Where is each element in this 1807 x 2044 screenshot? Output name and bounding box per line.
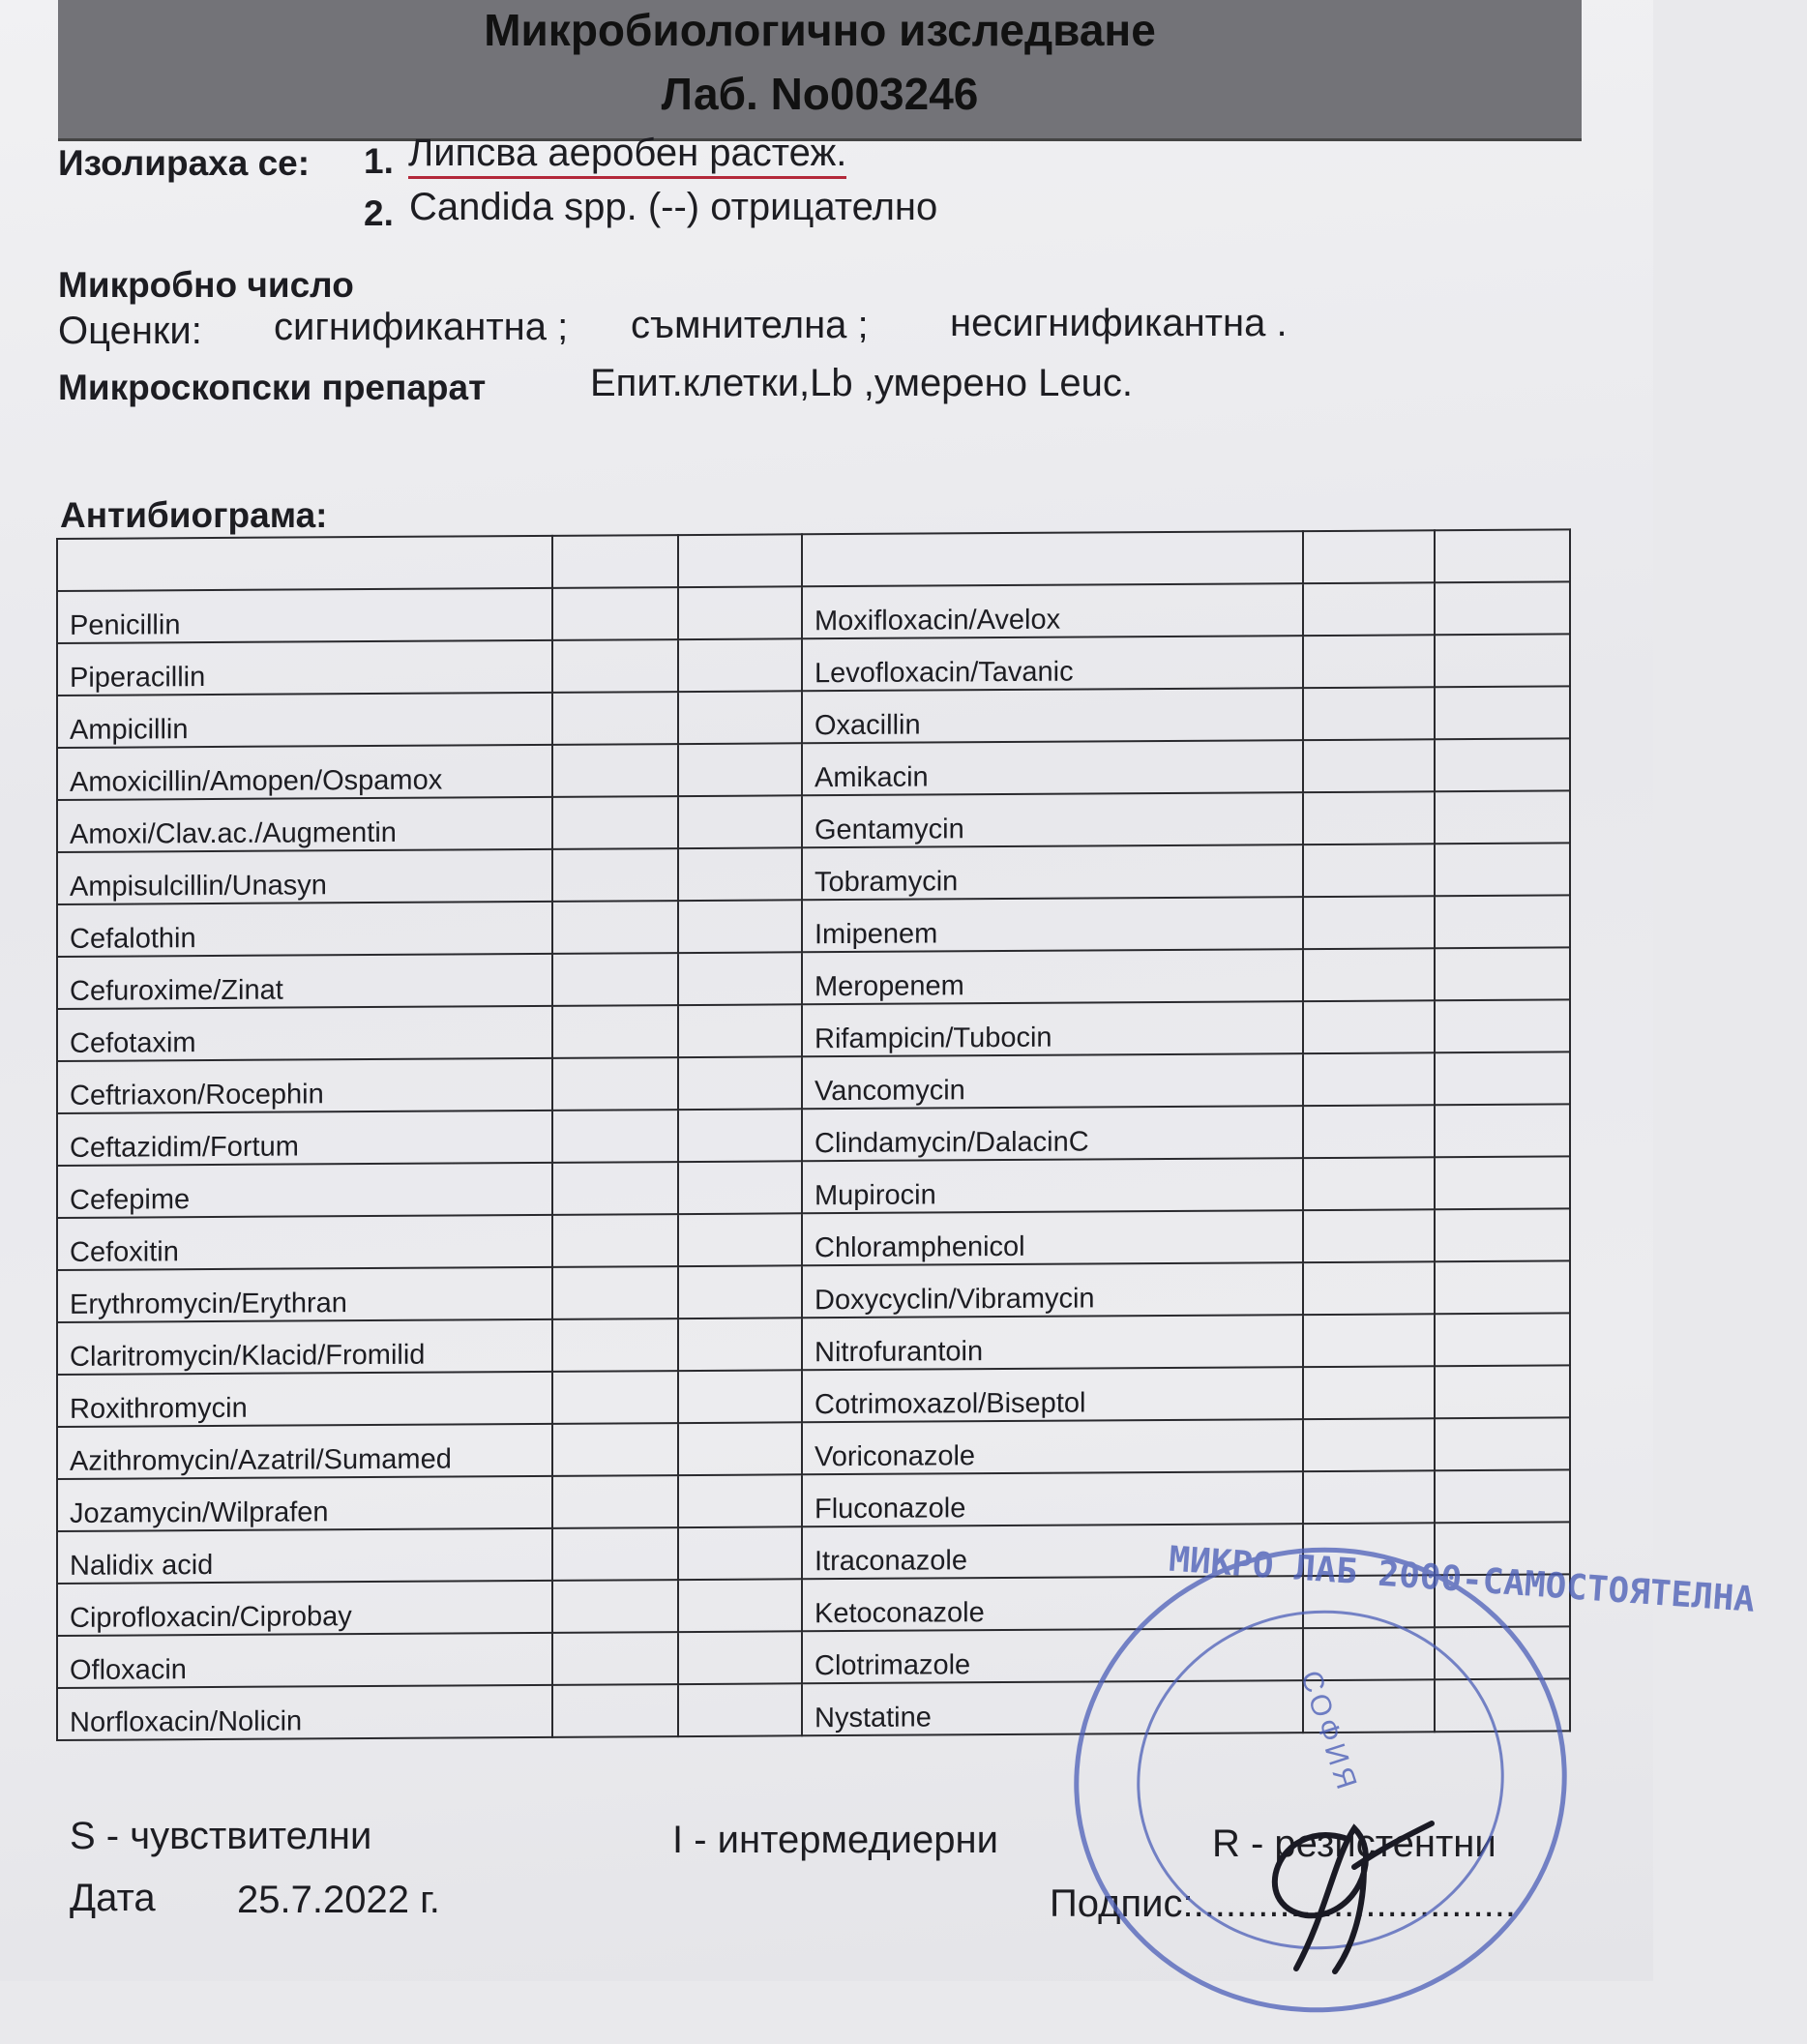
result-cell <box>1435 1260 1570 1314</box>
result-cell <box>552 1318 678 1372</box>
table-row <box>57 790 1570 852</box>
stamp-text: МИКРО ЛАБ 2000-САМОСТОЯТЕЛНА <box>1167 1539 1757 1620</box>
legend-sensitive: S - чувствителни <box>70 1815 372 1857</box>
antibiotic-name: Azithromycin/Azatril/Sumamed <box>57 1424 552 1479</box>
rating-insignificant: несигнификантна . <box>950 302 1288 344</box>
antibiotic-name: Nystatine <box>802 1680 1303 1735</box>
result-cell <box>1303 1366 1435 1419</box>
result-cell <box>678 1161 802 1214</box>
result-cell <box>1435 686 1570 739</box>
table-row <box>57 843 1570 904</box>
result-cell <box>552 1580 678 1633</box>
result-cell <box>1435 738 1570 791</box>
antibiotic-name: Cefuroxime/Zinat <box>57 954 552 1009</box>
table-row <box>57 999 1570 1061</box>
result-cell <box>552 1527 678 1581</box>
microscopy-value: Епит.клетки,Lb ,умерено Leuc. <box>590 362 1133 404</box>
result-cell <box>552 1475 678 1528</box>
result-cell <box>552 1005 678 1058</box>
isolates-label: Изолираха се: <box>58 143 311 183</box>
result-cell <box>1435 1156 1570 1209</box>
antibiotic-name: Jozamycin/Wilprafen <box>57 1476 552 1531</box>
result-cell <box>1435 1469 1570 1523</box>
result-cell <box>552 1110 678 1163</box>
result-cell <box>678 1213 802 1266</box>
signature-line: Подпис:.............................. <box>1050 1882 1516 1925</box>
antibiotic-name: Doxycyclin/Vibramycin <box>802 1262 1303 1318</box>
result-cell <box>678 1683 802 1736</box>
report-header <box>58 0 1582 141</box>
table-row <box>57 895 1570 957</box>
result-cell <box>552 1162 678 1215</box>
table-row <box>57 947 1570 1009</box>
isolate-1-text <box>408 132 846 175</box>
result-cell <box>1303 1418 1435 1471</box>
table-row <box>57 686 1570 748</box>
result-cell <box>678 638 802 692</box>
result-cell <box>552 1423 678 1476</box>
date-value: 25.7.2022 г. <box>237 1879 440 1921</box>
result-cell <box>1303 948 1435 1001</box>
result-cell <box>1435 843 1570 896</box>
result-cell <box>1303 1261 1435 1315</box>
table-row <box>57 581 1570 643</box>
antibiotic-name: Ciprofloxacin/Ciprobay <box>57 1581 552 1636</box>
antibiotic-name: Ampicillin <box>57 693 552 748</box>
result-cell <box>678 691 802 744</box>
antibiotic-name: Norfloxacin/Nolicin <box>57 1685 552 1740</box>
result-cell <box>678 952 802 1005</box>
table-row <box>57 1260 1570 1322</box>
result-cell <box>1303 739 1435 792</box>
result-cell <box>678 900 802 953</box>
result-cell <box>552 901 678 954</box>
antibiotic-name: Mupirocin <box>802 1158 1303 1213</box>
table-row <box>57 634 1570 696</box>
table-row <box>57 1104 1570 1166</box>
table-row <box>57 1052 1570 1113</box>
result-cell <box>1303 896 1435 949</box>
result-cell <box>1303 1209 1435 1262</box>
isolate-2-text: Candida spp. (--) отрицателно <box>409 186 938 228</box>
antibiotic-name: Amikacin <box>802 740 1303 795</box>
antibiotic-name: Gentamycin <box>802 792 1303 847</box>
result-cell <box>678 1474 802 1527</box>
result-cell <box>1435 1052 1570 1105</box>
table-row <box>57 1156 1570 1218</box>
antibiogram-title: Антибиограма: <box>60 495 328 535</box>
result-cell <box>1303 791 1435 844</box>
blank-cell <box>678 534 802 587</box>
result-cell <box>678 795 802 848</box>
result-cell <box>678 1265 802 1318</box>
rating-significant: сигнификантна ; <box>274 306 569 348</box>
antibiotic-name: Penicillin <box>57 588 552 643</box>
antibiotic-name: Amoxi/Clav.ac./Augmentin <box>57 797 552 852</box>
antibiotic-name: Chloramphenicol <box>802 1210 1303 1265</box>
result-cell <box>552 1371 678 1424</box>
result-cell <box>678 1318 802 1371</box>
result-cell <box>552 1214 678 1267</box>
antibiotic-name: Voriconazole <box>802 1419 1303 1474</box>
rating-doubtful: съмнителна ; <box>631 304 869 346</box>
antibiotic-name: Piperacillin <box>57 640 552 696</box>
blank-cell <box>1435 529 1570 582</box>
result-cell <box>552 796 678 849</box>
result-cell <box>552 692 678 745</box>
blank-cell <box>1303 530 1435 583</box>
result-cell <box>552 639 678 693</box>
blank-cell <box>552 535 678 588</box>
result-cell <box>552 1684 678 1737</box>
result-cell <box>1303 1105 1435 1158</box>
antibiotic-name: Ceftazidim/Fortum <box>57 1111 552 1166</box>
isolate-2-number: 2. <box>364 193 394 233</box>
antibiotic-name: Oxacillin <box>802 688 1303 743</box>
antibiotic-name: Levofloxacin/Tavanic <box>802 636 1303 691</box>
result-cell <box>1435 1208 1570 1261</box>
result-cell <box>1435 1417 1570 1470</box>
antibiotic-name: Clotrimazole <box>802 1628 1303 1683</box>
antibiotic-name: Fluconazole <box>802 1471 1303 1526</box>
antibiotic-name: Tobramycin <box>802 844 1303 900</box>
result-cell <box>1435 999 1570 1052</box>
table-row <box>57 1208 1570 1270</box>
result-cell <box>552 953 678 1006</box>
result-cell <box>552 744 678 797</box>
handwritten-signature <box>1238 1799 1451 1973</box>
result-cell <box>1303 687 1435 740</box>
result-cell <box>1303 1052 1435 1106</box>
result-cell <box>552 587 678 640</box>
result-cell <box>1303 635 1435 688</box>
isolate-1-number: 1. <box>364 141 394 181</box>
antibiotic-name: Meropenem <box>802 949 1303 1004</box>
result-cell <box>678 1422 802 1475</box>
result-cell <box>1435 1365 1570 1418</box>
table-header-row <box>57 529 1570 591</box>
antibiotic-name: Ofloxacin <box>57 1633 552 1688</box>
date-label: Дата <box>70 1877 156 1919</box>
antibiotic-name: Cotrimoxazol/Biseptol <box>802 1367 1303 1422</box>
antibiotic-name: Imipenem <box>802 897 1303 952</box>
antibiotic-name: Ceftriaxon/Rocephin <box>57 1058 552 1113</box>
legend-intermediate: I - интермедиерни <box>672 1819 998 1861</box>
legend-resistant: R - резистентни <box>1212 1822 1496 1865</box>
result-cell <box>1435 634 1570 687</box>
result-cell <box>1303 1314 1435 1367</box>
microbial-count-label: Микробно число <box>58 265 354 305</box>
antibiotic-name: Nitrofurantoin <box>802 1315 1303 1370</box>
result-cell <box>678 1004 802 1057</box>
result-cell <box>678 1631 802 1684</box>
antibiotic-name: Itraconazole <box>802 1524 1303 1579</box>
result-cell <box>678 1579 802 1632</box>
antibiotic-name: Clindamycin/DalacinC <box>802 1106 1303 1161</box>
table-row <box>57 1365 1570 1427</box>
result-cell <box>1435 1313 1570 1366</box>
antibiotic-name: Rifampicin/Tubocin <box>802 1001 1303 1056</box>
table-row <box>57 1469 1570 1531</box>
antibiotic-name: Cefepime <box>57 1163 552 1218</box>
ratings-label: Оценки: <box>58 310 202 352</box>
result-cell <box>1303 1157 1435 1210</box>
result-cell <box>552 1266 678 1319</box>
result-cell <box>678 847 802 901</box>
antibiotic-name: Erythromycin/Erythran <box>57 1267 552 1322</box>
result-cell <box>1303 582 1435 636</box>
result-cell <box>678 743 802 796</box>
result-cell <box>678 1526 802 1580</box>
result-cell <box>678 1109 802 1162</box>
antibiotic-name: Claritromycin/Klacid/Fromilid <box>57 1319 552 1375</box>
antibiotic-name: Amoxicillin/Amopen/Ospamox <box>57 745 552 800</box>
result-cell <box>1435 895 1570 948</box>
result-cell <box>1435 581 1570 635</box>
table-row <box>57 1417 1570 1479</box>
antibiotic-name: Cefotaxim <box>57 1006 552 1061</box>
table-row <box>57 738 1570 800</box>
blank-cell <box>57 536 552 591</box>
result-cell <box>552 848 678 902</box>
result-cell <box>1303 1470 1435 1524</box>
result-cell <box>552 1057 678 1111</box>
antibiotic-name: Ketoconazole <box>802 1576 1303 1631</box>
lab-number: Лаб. No003246 <box>661 69 979 119</box>
table-row <box>57 1313 1570 1375</box>
result-cell <box>552 1632 678 1685</box>
result-cell <box>1435 947 1570 1000</box>
antibiotic-name: Nalidix acid <box>57 1528 552 1584</box>
stamp-city: СОФИЯ <box>1294 1667 1364 1797</box>
report-title: Микробиологично изследване <box>484 5 1156 55</box>
antibiotic-name: Cefoxitin <box>57 1215 552 1270</box>
result-cell <box>1435 1104 1570 1157</box>
antibiotic-name: Cefalothin <box>57 902 552 957</box>
microscopy-label: Микроскопски препарат <box>58 368 487 407</box>
antibiotic-name: Roxithromycin <box>57 1372 552 1427</box>
result-cell <box>1303 844 1435 897</box>
antibiotic-name: Moxifloxacin/Avelox <box>802 583 1303 638</box>
result-cell <box>1303 1000 1435 1053</box>
result-cell <box>678 1370 802 1423</box>
result-cell <box>1435 790 1570 844</box>
blank-cell <box>802 531 1303 586</box>
antibiotic-name: Vancomycin <box>802 1053 1303 1109</box>
result-cell <box>678 586 802 639</box>
isolate-1-value: Липсва аеробен растеж. <box>408 132 846 179</box>
antibiotic-name: Ampisulcillin/Unasyn <box>57 849 552 904</box>
result-cell <box>678 1056 802 1110</box>
